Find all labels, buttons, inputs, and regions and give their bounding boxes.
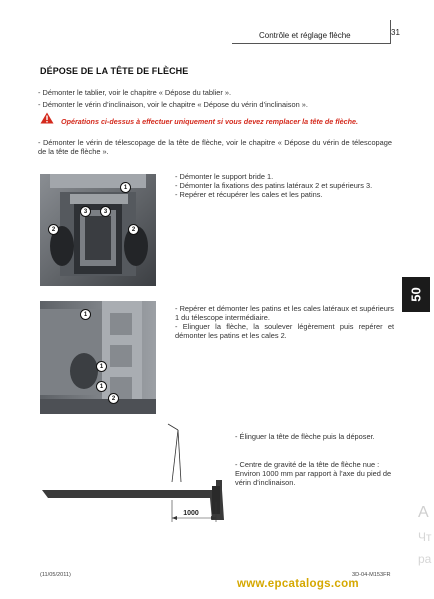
photo-boom-head-side xyxy=(40,301,156,414)
intro-paragraph: - Démonter le vérin de télescopage de la tête de flèche, voir le chapitre « Dépose du vérin de télescopage de la tête de flèche ». xyxy=(38,138,392,156)
photo-boom-head-rear xyxy=(40,174,156,286)
steps-text-1: - Démonter le support bride 1. - Démonter la fixations des patins latéraux 2 et supérieurs 3. - Repérer et récupérer les cales et les patins. xyxy=(175,172,373,199)
chapter-number: 50 xyxy=(408,287,424,302)
photo1-callout-1: 1 xyxy=(120,182,131,193)
chapter-tab xyxy=(402,277,430,312)
header-title: Contrôle et réglage flèche xyxy=(259,31,351,40)
steps-block-2 xyxy=(175,304,394,340)
steps-block-3: - Élinguer la tête de flèche puis la déposer. xyxy=(235,432,375,441)
boom-head-diagram xyxy=(40,424,240,534)
footer-date: (11/05/2011) xyxy=(40,572,71,578)
photo2-callout-1: 1 xyxy=(80,309,91,320)
steps-block-4: - Centre de gravité de la tête de flèche nue : Environ 1000 mm par rapport à l’axe du pied de vérin d’inclinaison. xyxy=(235,460,392,487)
photo1-callout-2: 2 xyxy=(48,224,59,235)
footer-reference: 3D-04-M153FR xyxy=(352,572,391,578)
page-number: 31 xyxy=(391,28,400,37)
photo1-callout-3: 3 xyxy=(80,206,91,217)
side-watermark-line3: ра xyxy=(418,552,432,566)
photo2-callout-1: 1 xyxy=(96,381,107,392)
warning-text: Opérations ci-dessus à effectuer uniquement si vous devez remplacer la tête de flèche. xyxy=(61,117,359,126)
watermark-link[interactable]: www.epcatalogs.com xyxy=(237,578,359,590)
side-watermark-letter: A xyxy=(418,504,429,521)
side-watermark-line2: Чт xyxy=(418,530,432,544)
photo1-callout-3: 3 xyxy=(100,206,111,217)
warning-icon xyxy=(40,112,54,124)
header-rule xyxy=(232,43,390,44)
photo1-callout-2: 2 xyxy=(128,224,139,235)
photo2-callout-1: 1 xyxy=(96,361,107,372)
steps-block-1 xyxy=(175,172,394,199)
steps-text-2: - Repérer et démonter les patins et les cales latéraux et supérieurs 1 du télescope intermédiaire. - Elinguer la flèche, la soulever légèrement puis repérer et démonter les patins et les cales 2. xyxy=(175,304,394,340)
section-title: DÉPOSE DE LA TÊTE DE FLÈCHE xyxy=(40,66,189,76)
dimension-label: 1000 xyxy=(183,510,199,517)
intro-line-1: - Démonter le tablier, voir le chapitre « Dépose du tablier ». xyxy=(38,88,232,97)
intro-line-2: - Démonter le vérin d’inclinaison, voir le chapitre « Dépose du vérin d’inclinaison ». xyxy=(38,100,308,109)
photo2-callout-2: 2 xyxy=(108,393,119,404)
